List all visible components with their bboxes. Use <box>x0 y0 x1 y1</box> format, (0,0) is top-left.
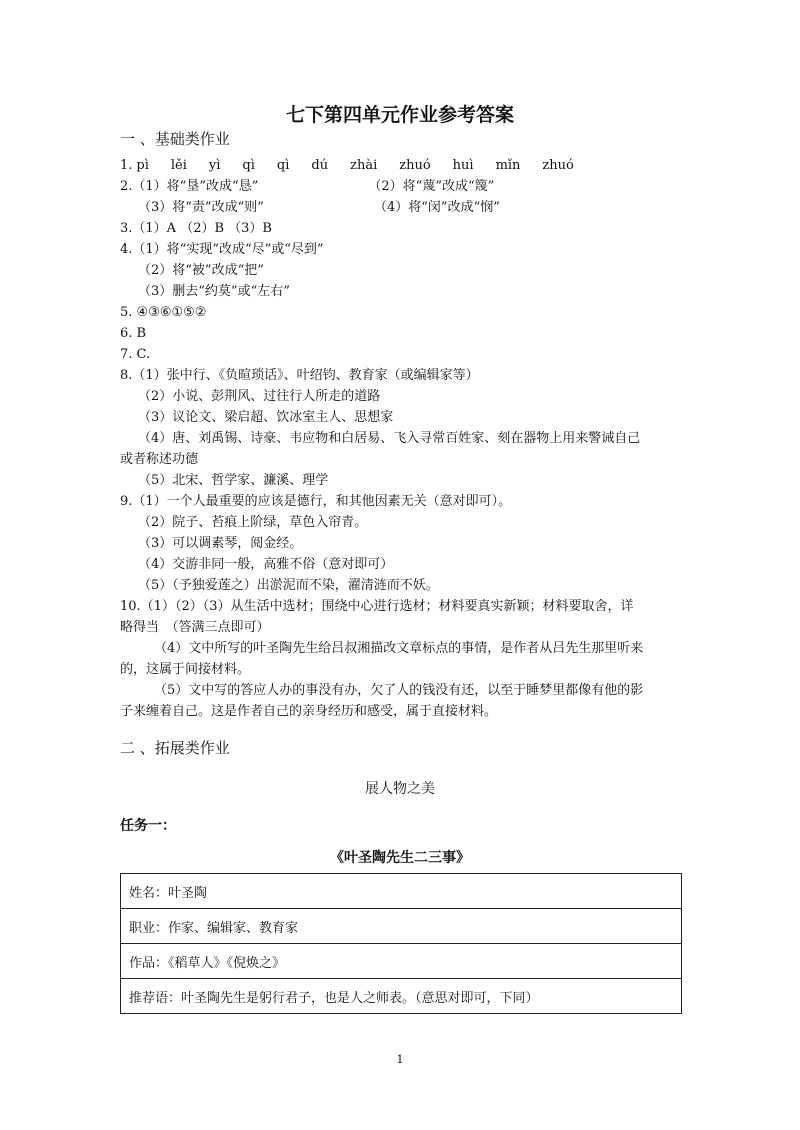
section-heading-basic: 一 、基础类作业 <box>120 130 230 148</box>
answer-10-line-3: （5）文中写的答应人办的事没有办，欠了人的钱没有还，以至于睡梦里都像有他的影 <box>154 683 644 698</box>
page-title: 七下第四单元作业参考答案 <box>285 104 514 126</box>
pinyin-item: lěi <box>170 158 187 173</box>
card-name: 姓名：叶圣陶 <box>121 874 682 909</box>
answer-9-line-4: （4）交游非同一般，高雅不俗（意对即可） <box>138 557 394 572</box>
pinyin-item: pì <box>136 158 149 173</box>
pinyin-item: yì <box>208 158 221 173</box>
task-label: 任务一： <box>120 818 176 834</box>
answer-10-line-2-cont: 的，这属于间接材料。 <box>120 662 251 677</box>
answer-2-item: （1）将“垦”改成“恳” <box>132 179 259 194</box>
question-number: 2. <box>120 179 133 194</box>
answer-2-row-2 <box>120 197 685 218</box>
answer-10-line-1-cont: 略得当 （答满三点即可） <box>120 620 270 635</box>
answer-8-line-2: （2）小说、彭荆风、过往行人所走的道路 <box>138 389 381 404</box>
answer-8-line-5: （5）北宋、哲学家、濂溪、理学 <box>138 473 329 488</box>
pinyin-item: zhài <box>350 158 378 173</box>
pinyin-item: qì <box>242 158 255 173</box>
pinyin-item: huì <box>452 158 474 173</box>
answer-4-line-3: （3）删去“约莫”或“左右” <box>138 284 290 299</box>
page-number: 1 <box>396 1053 404 1066</box>
answer-8-line-4: （4）唐、刘禹锡、诗豪、韦应物和白居易、飞入寻常百姓家、刻在器物上用来警诫自己 <box>138 431 641 446</box>
pinyin-item: zhuó <box>542 158 574 173</box>
answer-5: 5. ④③⑥①⑤② <box>120 305 207 320</box>
activity-title: 展人物之美 <box>365 781 435 797</box>
answer-10-line-3-cont: 子来缠着自己。这是作者自己的亲身经历和感受，属于直接材料。 <box>120 704 498 719</box>
question-number: 1. <box>120 158 133 173</box>
answer-10-line-2: （4）文中所写的叶圣陶先生给吕叔湘描改文章标点的事情，是作者从吕先生那里听来 <box>154 641 644 656</box>
answer-2-item: （3）将“责”改成“则” <box>138 200 264 215</box>
section-heading-extended: 二 、拓展类作业 <box>120 739 230 757</box>
pinyin-item: qì <box>276 158 290 173</box>
answer-6: 6. B <box>120 326 147 341</box>
answer-4-line-1: 4.（1）将“实现”改成“尽”或“尽到” <box>120 242 324 257</box>
card-recommendation: 推荐语：叶圣陶先生是躬行君子，也是人之师表。（意思对即可，下同） <box>121 979 682 1014</box>
answer-7: 7. C. <box>120 347 151 362</box>
answer-2-item: （4）将“闵”改成“悯” <box>374 200 500 215</box>
card-works: 作品：《稻草人》《倪焕之》 <box>121 944 682 979</box>
answer-10-line-1: 10.（1）（2）（3）从生活中选材；围绕中心进行选材；材料要真实新颖；材料要取舍，详 <box>120 599 634 614</box>
pinyin-item: dú <box>311 158 329 173</box>
answer-9-line-2: （2）院子、苔痕上阶绿，草色入帘青。 <box>138 515 368 530</box>
pinyin-item: mǐn <box>495 158 521 173</box>
answer-2-item: （2）将“蔑”改成“篾” <box>368 179 495 194</box>
answer-8-line-1: 8.（1）张中行、《负暄琐话》、叶绍钧、教育家（或编辑家等） <box>120 368 479 383</box>
answer-8-line-3: （3）议论文、梁启超、饮冰室主人、思想家 <box>138 410 394 425</box>
answer-9-line-3: （3）可以调素琴，阅金经。 <box>138 536 303 551</box>
answer-8-line-4-cont: 或者称述功德 <box>120 452 199 467</box>
answer-9-line-1: 9.（1）一个人最重要的应该是德行，和其他因素无关（意对即可）。 <box>120 494 512 509</box>
answer-4-line-2: （2）将“被”改成“把” <box>138 263 264 278</box>
answer-9-line-5: （5）（予独爱莲之）出淤泥而不染，濯清涟而不妖。 <box>138 578 439 593</box>
answers-body <box>120 155 685 722</box>
answer-3: 3.（1）A （2）B （3）B <box>120 221 272 236</box>
answer-2-row-1 <box>120 176 685 197</box>
character-card-table <box>120 873 682 1014</box>
pinyin-item: zhuó <box>399 158 431 173</box>
answer-1 <box>120 155 685 176</box>
card-job: 职业：作家、编辑家、教育家 <box>121 909 682 944</box>
book-title: 《叶圣陶先生二三事》 <box>330 850 470 866</box>
